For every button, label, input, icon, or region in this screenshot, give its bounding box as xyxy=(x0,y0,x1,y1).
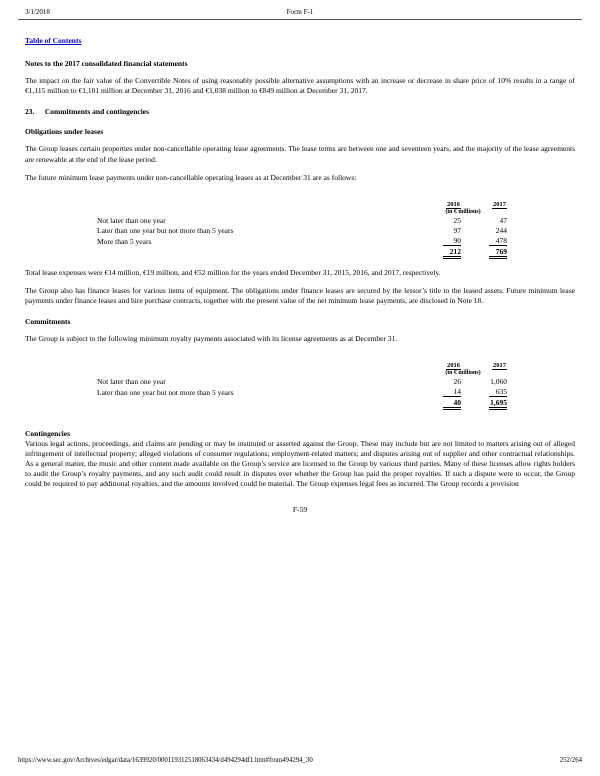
print-header xyxy=(25,8,575,16)
section-23-heading xyxy=(25,107,575,116)
paragraph-leases-table-intro: The future minimum lease payments under non-cancellable operating leases as at December 31 are as follows: xyxy=(25,172,357,182)
source-url: https://www.sec.gov/Archives/edgar/data/1639920/000119312518063434/d494294df1.htm#from494294_30 xyxy=(18,757,313,764)
operating-leases-table xyxy=(95,199,509,260)
table-row: More than 5 years 90 478 xyxy=(97,236,507,247)
table-unit-row xyxy=(95,370,509,377)
royalty-payments-table xyxy=(95,360,509,411)
paragraph-finance-leases: The Group also has finance leases for various items of equipment. The obligations under finance leases are secured by the lessor’s title to the leased assets. Future minimum lease payments under finance leases and hire purchase contracts, together with the present value of the net minimum lease payments, are disclosed in Note 18. xyxy=(25,285,575,305)
page-indicator: 252/264 xyxy=(559,757,582,764)
paragraph-fair-value: The impact on the fair value of the Convertible Notes of using reasonably possible alternative assumptions with an increase or decrease in share price of 10% results in a range of €1,115 million to €1,101 million at December 31, 2016 and €1,038 million to €849 million at December 31, 2017. xyxy=(25,76,575,96)
table-of-contents-link[interactable]: Table of Contents xyxy=(25,36,82,46)
column-header-2016: 2016 xyxy=(447,201,460,209)
paragraph-leases-intro: The Group leases certain properties under non-cancellable operating lease agreements. The lease terms are between one and seventeen years, and the majority of the lease agreements are renewable at the end of the lease period. xyxy=(25,144,575,164)
obligations-heading: Obligations under leases xyxy=(25,127,104,137)
header-divider xyxy=(18,19,582,20)
table-row: Not later than one year 26 1,060 xyxy=(97,377,507,387)
print-footer xyxy=(18,757,582,764)
section-23-title: Commitments and contingencies xyxy=(44,107,150,117)
table-header-row xyxy=(95,360,509,370)
table-row: Later than one year but not more than 5 years 97 244 xyxy=(97,226,507,236)
commitments-heading: Commitments xyxy=(25,316,71,326)
column-header-2017: 2017 xyxy=(493,362,506,370)
paragraph-contingencies: Various legal actions, proceedings, and claims are pending or may be instituted or asserted against the Group. These may include but are not limited to matters arising out of alleged infringement of intellectual property; alleged violations of consumer regulations; employment-related matters; and disputes arising out of supplier and other contractual relationships. As a general matter, the music and other content made available on the Group’s service are licensed to the Group by various third parties. Many of these licenses allow rights holders to audit the Group’s royalty payments, and any such audit could result in disputes over whether the Group has paid the proper royalties. If such a dispute were to occur, the Group could be required to pay additional royalties, and the amounts involved could be material. The Group expenses legal fees as incurred. The Group records a provision xyxy=(25,438,575,488)
notes-heading: Notes to the 2017 consolidated financial statements xyxy=(25,59,188,69)
table-total-row: 212 769 xyxy=(95,247,509,260)
section-23-number: 23. xyxy=(25,107,35,117)
column-header-2017: 2017 xyxy=(493,201,506,209)
document-page-number: F-59 xyxy=(292,505,308,515)
table-row: Not later than one year 25 47 xyxy=(97,216,507,226)
form-title: Form F-1 xyxy=(286,8,314,16)
contingencies-heading: Contingencies xyxy=(25,428,70,438)
print-date: 3/1/2018 xyxy=(25,8,50,16)
unit-note: (in € millions) xyxy=(445,209,481,216)
paragraph-commitments-intro: The Group is subject to the following minimum royalty payments associated with its license agreements as at December 31. xyxy=(25,333,398,343)
table-unit-row xyxy=(95,209,509,216)
unit-note: (in € millions) xyxy=(445,370,481,377)
paragraph-lease-expenses: Total lease expenses were €14 million, €19 million, and €52 million for the years ended December 31, 2015, 2016, and 2017, respectively. xyxy=(25,267,441,277)
table-total-row: 40 1,695 xyxy=(95,398,509,411)
header-spacer xyxy=(392,8,575,16)
table-row: Later than one year but not more than 5 years 14 635 xyxy=(97,387,507,398)
column-header-2016: 2016 xyxy=(447,362,460,370)
table-header-row xyxy=(95,199,509,209)
